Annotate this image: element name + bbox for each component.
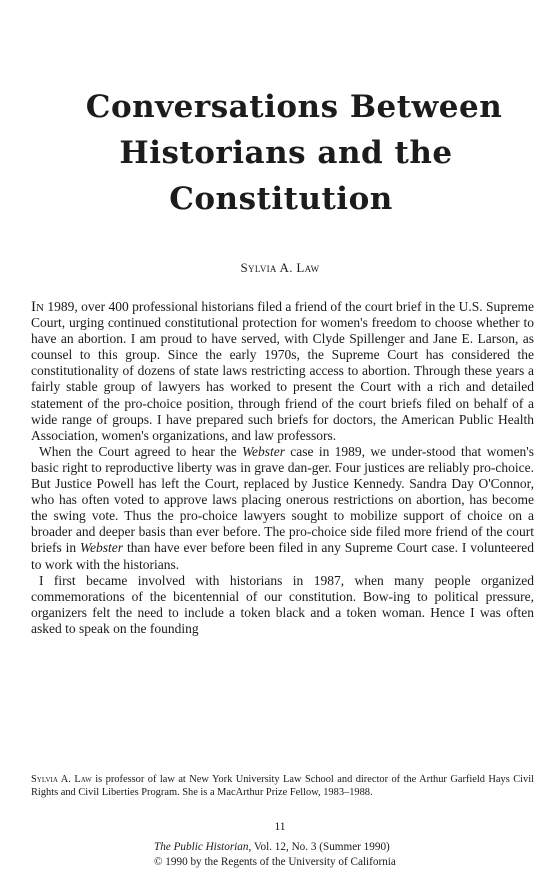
drop-cap-word: In bbox=[31, 299, 44, 315]
journal-issue: , Vol. 12, No. 3 (Summer 1990) bbox=[248, 841, 390, 853]
article-body bbox=[31, 299, 534, 637]
paragraph-2-text-b: case in 1989, we under-stood that women's basic right to reproductive liberty was in grave dan-ger. Four justices are reliably pro-choice. But Justice Powell has left the Court, replaced by Justice Kennedy. Sandra Day O'Connor, who has often voted to approve laws placing onerous restrictions on abortion, has become the swing vote. Thus the pro-choice lawyers sought to mobilize support of choice on a broader and deeper basis than ever before. The pro-choice side filed more friend of the court briefs in bbox=[31, 443, 534, 556]
paragraph-1-text: 1989, over 400 professional historians filed a friend of the court brief in the U.S. Supreme Court, urging continued constitutional protection for women's freedom to choose whether to have an abortion. I am proud to have served, with Clyde Spillenger and Jane E. Larson, as counsel to this group. Since the early 1970s, the Supreme Court has considered the constitutionality of dozens of state laws restricting access to abortion. Through these years a fairly stable group of lawyers has worked to present the Court with a rich and detailed statement of the pro-choice position, through friend of the court briefs filed on behalf of a wide range of groups. I have prepared such briefs for doctors, the American Public Health Association, women's organizations, and law professors. bbox=[31, 299, 534, 443]
paragraph-2-text-a: When the Court agreed to hear the bbox=[39, 443, 242, 459]
paragraph-2 bbox=[31, 444, 534, 573]
article-title-line-2: Historians and the bbox=[119, 135, 453, 171]
paragraph-2-text-c: than have ever before been filed in any Supreme Court case. I volunteered to work with the historians. bbox=[31, 540, 534, 572]
paragraph-3: I first became involved with historians in 1987, when many people organized commemorations of the bicentennial of our constitution. Bow-ing to political pressure, organizers felt the need to include a token black and a token woman. Hence I was often asked to speak on the founding bbox=[31, 572, 534, 636]
article-title-line-1: Conversations Between bbox=[85, 89, 503, 125]
paragraph-1 bbox=[31, 299, 534, 444]
journal-citation bbox=[154, 840, 396, 870]
case-name-italic: Webster bbox=[80, 540, 124, 556]
article-title-line-3: Constitution bbox=[169, 181, 393, 217]
page-number: 11 bbox=[274, 821, 286, 833]
journal-name: The Public Historian bbox=[154, 841, 249, 853]
copyright-line: © 1990 by the Regents of the University of California bbox=[154, 856, 396, 868]
author-footnote bbox=[31, 773, 534, 799]
journal-issue-line bbox=[154, 840, 396, 855]
footnote-author-name: Sylvia A. Law bbox=[31, 774, 92, 785]
case-name-italic: Webster bbox=[241, 443, 285, 459]
footnote-text: is professor of law at New York University Law School and director of the Arthur Garfield Hays Civil Rights and Civil Liberties Program. She is a MacArthur Prize Fellow, 1983–1988. bbox=[31, 774, 534, 798]
author-byline: Sylvia A. Law bbox=[240, 260, 320, 275]
